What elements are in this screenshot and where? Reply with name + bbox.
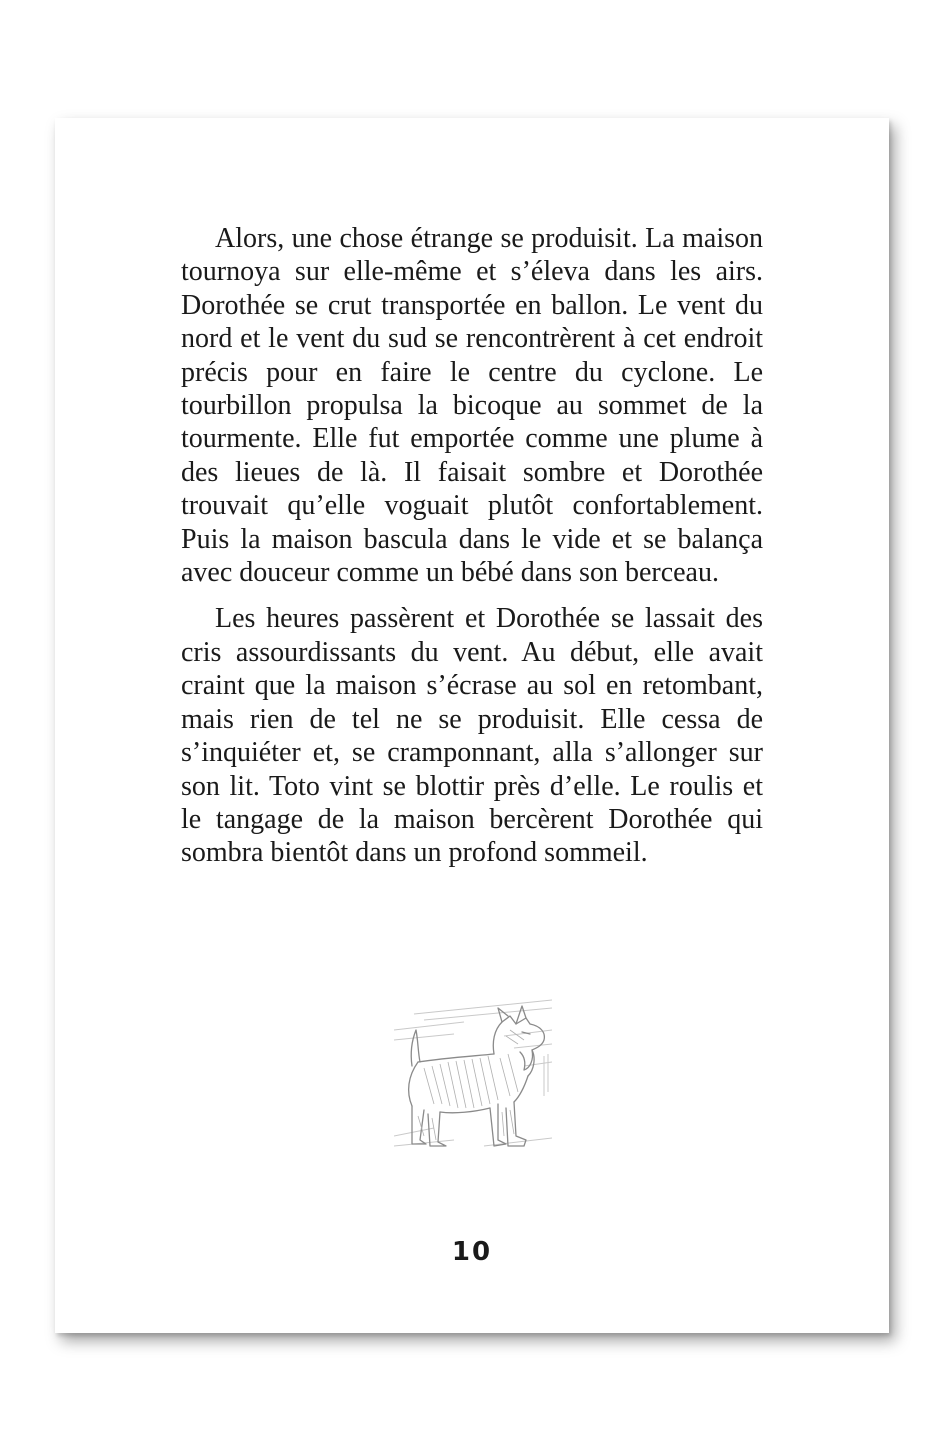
page-number: 10 (451, 1237, 493, 1267)
book-page (55, 118, 889, 1333)
page-text (181, 222, 763, 870)
paragraph-2: Les heures passèrent et Dorothée se lassait des cris assourdissants du vent. Au début, elle avait craint que la maison s’écrase au sol en retombant, mais rien de tel ne se produisit. Elle cessa de s’inquiéter et, se cramponnant, alla s’allonger sur son lit. Toto vint se blottir près d’elle. Le roulis et le tangage de la maison bercèrent Dorothée qui sombra bientôt dans un profond sommeil. (181, 603, 763, 869)
scottish-terrier-illustration (394, 996, 552, 1158)
paragraph-1: Alors, une chose étrange se produisit. La maison tournoya sur elle-même et s’éleva dans les airs. Dorothée se crut transportée en ballon. Le vent du nord et le vent du sud se rencontrèrent à cet endroit précis pour en faire le centre du cyclone. Le tourbillon propulsa la bicoque au sommet de la tourmente. Elle fut emportée comme une plume à des lieues de là. Il faisait sombre et Dorothée trouvait qu’elle voguait plutôt confortablement. Puis la maison bascula dans le vide et se balança avec douceur comme un bébé dans son berceau. (181, 223, 763, 589)
